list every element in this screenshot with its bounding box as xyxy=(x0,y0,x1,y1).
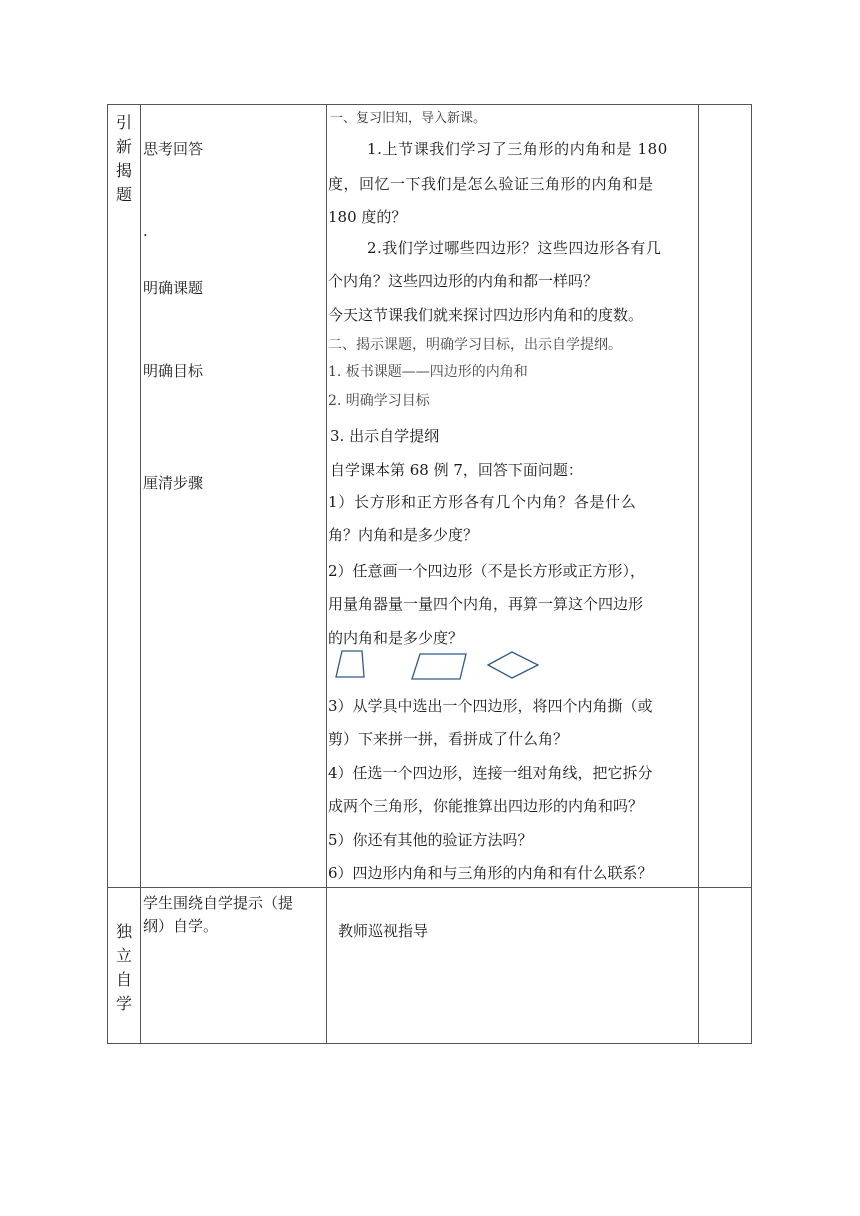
teacher-activity: 教师巡视指导 xyxy=(338,922,429,940)
rhombus-shape xyxy=(488,652,538,678)
question-line: 1）长方形和正方形各有几个内角？各是什么 xyxy=(328,493,637,511)
student-activity: 明确目标 xyxy=(143,362,204,380)
question-line: 角？内角和是多少度？ xyxy=(328,526,479,544)
trapezoid-shape xyxy=(336,651,364,677)
paragraph-line: 自学课本第 68 例 7，回答下面问题： xyxy=(330,461,583,479)
paragraph-line: 今天这节课我们就来探讨四边形内角和的度数。 xyxy=(328,306,644,324)
lesson-plan-table xyxy=(107,104,752,1044)
question-line: 用量角器量一量四个内角，再算一算这个四边形 xyxy=(328,595,644,613)
section-heading: 一、复习旧知，导入新课。 xyxy=(330,111,487,126)
paragraph-line: 度，回忆一下我们是怎么验证三角形的内角和是 xyxy=(328,175,654,193)
section-heading: 二、揭示课题，明确学习目标，出示自学提纲。 xyxy=(328,337,622,353)
column-divider xyxy=(698,105,699,1043)
paragraph-line: 1.上节课我们学习了三角形的内角和是 180 xyxy=(367,140,668,158)
column-divider xyxy=(326,105,327,1043)
question-line: 3）从学具中选出一个四边形，将四个内角撕（或 xyxy=(328,697,653,715)
paragraph-line: 2.我们学过哪些四边形？这些四边形各有几 xyxy=(367,239,662,257)
list-item: 2. 明确学习目标 xyxy=(328,393,430,409)
list-item: 3. 出示自学提纲 xyxy=(330,427,440,445)
student-activity: . xyxy=(143,222,148,240)
paragraph-line: 180 度的？ xyxy=(328,208,407,226)
question-line: 的内角和是多少度？ xyxy=(328,629,464,647)
question-line: 5）你还有其他的验证方法吗？ xyxy=(328,831,533,849)
section-label-self-study: 独立自学 xyxy=(115,922,132,1013)
parallelogram-shape xyxy=(412,654,466,679)
student-activity: 学生围绕自学提示（提 xyxy=(143,894,294,912)
student-activity: 厘清步骤 xyxy=(143,474,204,492)
student-activity: 明确课题 xyxy=(143,279,204,297)
question-line: 6）四边形内角和与三角形的内角和有什么联系？ xyxy=(328,864,653,882)
student-activity: 纲）自学。 xyxy=(143,917,219,935)
question-line: 2）任意画一个四边形（不是长方形或正方形）， xyxy=(328,562,646,580)
paragraph-line: 个内角？这些四边形的内角和都一样吗？ xyxy=(328,272,599,290)
section-label-intro: 引新揭题 xyxy=(115,113,132,204)
quadrilateral-figures xyxy=(332,649,552,685)
column-divider xyxy=(140,105,141,1043)
list-item: 1. 板书课题——四边形的内角和 xyxy=(328,364,528,380)
question-line: 剪）下来拼一拼，看拼成了什么角？ xyxy=(328,730,569,748)
row-divider xyxy=(108,887,751,888)
question-line: 成两个三角形，你能推算出四边形的内角和吗？ xyxy=(328,797,644,815)
student-activity: 思考回答 xyxy=(143,140,204,158)
question-line: 4）任选一个四边形，连接一组对角线，把它拆分 xyxy=(328,764,653,782)
